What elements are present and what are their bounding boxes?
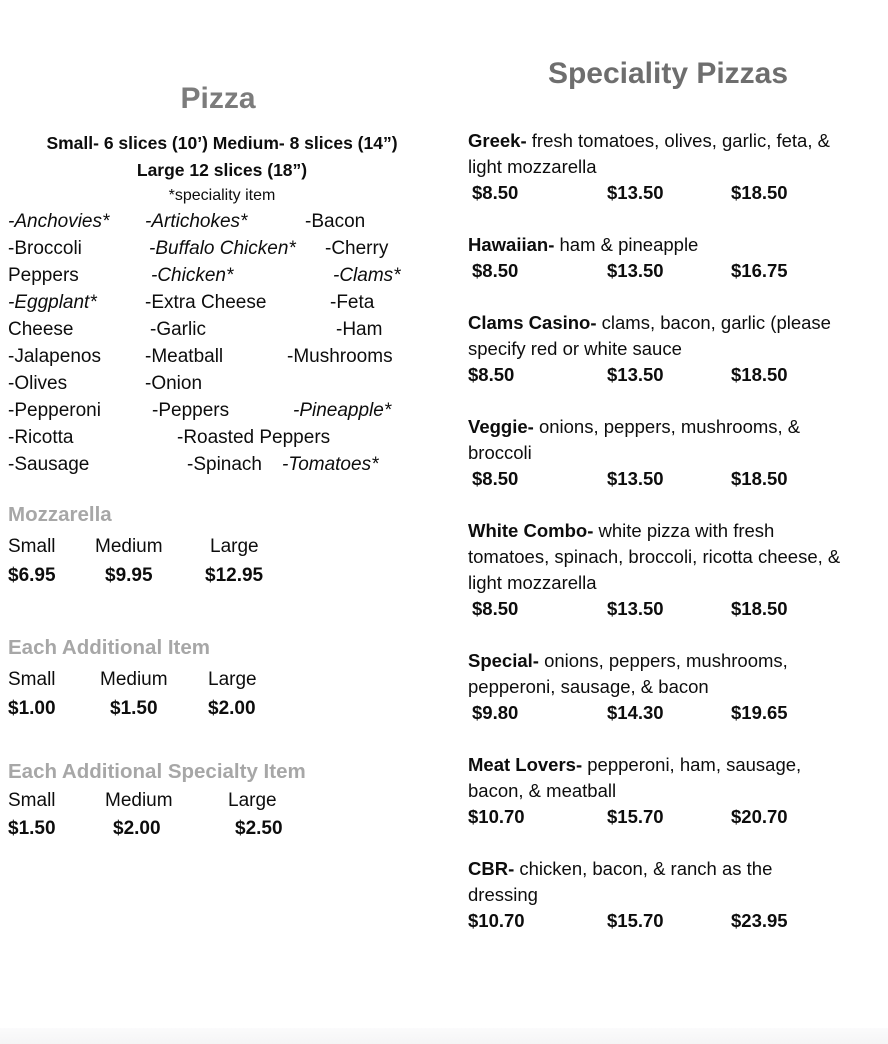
item-price-large: $20.70 — [731, 806, 788, 827]
item-price-medium: $15.70 — [607, 806, 664, 827]
each-additional-item-price-row — [8, 696, 428, 722]
item-price-row — [468, 908, 880, 934]
menu-item-hawaiian — [468, 232, 880, 284]
price-value: $1.50 — [110, 698, 158, 719]
menu-item-name: Greek- — [468, 130, 527, 151]
item-price-small: $8.50 — [472, 598, 519, 619]
toppings-row — [8, 208, 438, 235]
item-price-row — [468, 700, 880, 726]
item-price-row — [468, 258, 880, 284]
item-price-large: $18.50 — [731, 364, 788, 385]
price-value: $2.00 — [113, 818, 161, 839]
topping-cell: -Roasted Peppers — [177, 427, 331, 448]
price-value: $1.50 — [8, 818, 56, 839]
item-price-medium: $13.50 — [607, 182, 664, 203]
toppings-row — [8, 343, 438, 370]
item-price-row — [468, 466, 880, 492]
menu-item-desc-line: fresh tomatoes, olives, garlic, feta, & — [531, 130, 830, 151]
item-price-large: $18.50 — [731, 182, 788, 203]
topping-cell: Cheese — [8, 319, 74, 340]
menu-item-desc-line: light mozzarella — [468, 156, 597, 177]
menu-item-desc-line: tomatoes, spinach, broccoli, ricotta cheese, & — [468, 546, 841, 567]
price-value: $9.95 — [105, 565, 153, 586]
menu-item-desc-line: onions, peppers, mushrooms, — [544, 650, 788, 671]
item-price-large: $18.50 — [731, 598, 788, 619]
item-price-medium: $13.50 — [607, 364, 664, 385]
item-price-small: $8.50 — [472, 182, 519, 203]
price-value: $2.50 — [235, 818, 283, 839]
menu-item-desc-line: pepperoni, sausage, & bacon — [468, 676, 709, 697]
size-info-line-1: Small- 6 slices (10’) Medium- 8 slices (14”) — [46, 133, 398, 153]
each-additional-item-size-row — [8, 667, 428, 693]
topping-cell: -Extra Cheese — [145, 292, 267, 313]
item-price-large: $23.95 — [731, 910, 788, 931]
menu-item-desc-line: pepperoni, ham, sausage, — [587, 754, 802, 775]
topping-cell: -Eggplant* — [8, 292, 97, 313]
item-price-small: $8.50 — [472, 260, 519, 281]
item-price-small: $9.80 — [472, 702, 519, 723]
menu-item-desc-line: ham & pineapple — [559, 234, 699, 255]
menu-item-desc-line: white pizza with fresh — [598, 520, 775, 541]
menu-item-name: Special- — [468, 650, 539, 671]
price-value: $6.95 — [8, 565, 56, 586]
menu-item-desc-line: clams, bacon, garlic (please — [601, 312, 831, 333]
menu-item-desc-line: onions, peppers, mushrooms, & — [538, 416, 801, 437]
menu-item-special — [468, 648, 880, 726]
mozzarella-price-row — [8, 563, 428, 589]
each-additional-specialty-item-size-row — [8, 788, 428, 814]
topping-cell: -Spinach — [187, 454, 262, 475]
page-bottom-strip — [0, 1028, 888, 1044]
item-price-medium: $15.70 — [607, 910, 664, 931]
topping-cell: -Bacon — [305, 211, 366, 232]
toppings-row — [8, 451, 438, 478]
menu-item-desc-line: dressing — [468, 884, 538, 905]
item-price-row — [468, 362, 880, 388]
topping-cell: -Jalapenos — [8, 346, 101, 367]
item-price-small: $10.70 — [468, 806, 525, 827]
menu-item-name: CBR- — [468, 858, 515, 879]
menu-item-desc-line: broccoli — [468, 442, 532, 463]
topping-cell: -Ricotta — [8, 427, 74, 448]
menu-item-white-combo — [468, 518, 880, 622]
price-value: $12.95 — [205, 565, 264, 586]
menu-item-desc-line: light mozzarella — [468, 572, 597, 593]
menu-item-name: Meat Lovers- — [468, 754, 583, 775]
menu-item-desc-line: specify red or white sauce — [468, 338, 682, 359]
topping-cell: -Sausage — [8, 454, 90, 475]
topping-cell: -Anchovies* — [8, 211, 110, 232]
topping-cell: -Garlic — [150, 319, 206, 340]
size-label: Small — [8, 790, 56, 811]
toppings-row — [8, 289, 438, 316]
topping-cell: -Pepperoni — [8, 400, 101, 421]
item-price-small: $8.50 — [468, 364, 515, 385]
item-price-large: $18.50 — [731, 468, 788, 489]
mozzarella-heading: Mozzarella — [8, 503, 112, 526]
item-price-medium: $14.30 — [607, 702, 664, 723]
topping-cell: -Tomatoes* — [282, 454, 379, 475]
item-price-large: $16.75 — [731, 260, 788, 281]
pizza-section-title: Pizza — [180, 82, 256, 115]
menu-item-greek — [468, 128, 880, 206]
toppings-row — [8, 235, 438, 262]
each-additional-specialty-item-price-row — [8, 816, 428, 842]
size-label: Small — [8, 536, 56, 557]
price-value: $1.00 — [8, 698, 56, 719]
price-value: $2.00 — [208, 698, 256, 719]
item-price-medium: $13.50 — [607, 598, 664, 619]
topping-cell: -Chicken* — [151, 265, 234, 286]
speciality-pizzas-list — [468, 128, 880, 960]
topping-cell: -Ham — [336, 319, 383, 340]
menu-item-desc-line: chicken, bacon, & ranch as the — [519, 858, 773, 879]
menu-item-name: Clams Casino- — [468, 312, 597, 333]
size-label: Medium — [105, 790, 173, 811]
toppings-row — [8, 424, 438, 451]
topping-cell: -Cherry — [325, 238, 389, 259]
toppings-row — [8, 316, 438, 343]
menu-item-name: Veggie- — [468, 416, 534, 437]
menu-item-cbr — [468, 856, 880, 934]
toppings-row — [8, 262, 438, 289]
menu-item-veggie — [468, 414, 880, 492]
topping-cell: -Pineapple* — [293, 400, 392, 421]
topping-cell: -Peppers — [152, 400, 230, 421]
item-price-small: $10.70 — [468, 910, 525, 931]
topping-cell: -Artichokes* — [145, 211, 248, 232]
item-price-small: $8.50 — [472, 468, 519, 489]
menu-item-name: Hawaiian- — [468, 234, 555, 255]
menu-item-name: White Combo- — [468, 520, 594, 541]
each-additional-specialty-item-heading: Each Additional Specialty Item — [8, 760, 306, 783]
topping-cell: -Onion — [145, 373, 203, 394]
topping-cell: -Mushrooms — [287, 346, 393, 367]
mozzarella-size-row — [8, 534, 428, 560]
toppings-row — [8, 370, 438, 397]
speciality-item-note: *speciality item — [168, 187, 276, 204]
item-price-medium: $13.50 — [607, 260, 664, 281]
size-label: Medium — [100, 669, 168, 690]
topping-cell: -Buffalo Chicken* — [149, 238, 296, 259]
size-label: Large — [208, 669, 257, 690]
size-label: Small — [8, 669, 56, 690]
menu-item-meat-lovers — [468, 752, 880, 830]
topping-cell: Peppers — [8, 265, 79, 286]
each-additional-item-heading: Each Additional Item — [8, 636, 210, 659]
item-price-row — [468, 596, 880, 622]
item-price-large: $19.65 — [731, 702, 788, 723]
size-label: Large — [210, 536, 259, 557]
topping-cell: -Broccoli — [8, 238, 82, 259]
size-info-line-2: Large 12 slices (18”) — [136, 160, 308, 180]
size-label: Medium — [95, 536, 163, 557]
topping-cell: -Meatball — [145, 346, 224, 367]
menu-item-desc-line: bacon, & meatball — [468, 780, 617, 801]
topping-cell: -Feta — [330, 292, 375, 313]
size-label: Large — [228, 790, 277, 811]
speciality-pizzas-title: Speciality Pizzas — [547, 57, 789, 90]
item-price-row — [468, 180, 880, 206]
item-price-row — [468, 804, 880, 830]
menu-item-clams-casino — [468, 310, 880, 388]
topping-cell: -Olives — [8, 373, 68, 394]
toppings-row — [8, 397, 438, 424]
item-price-medium: $13.50 — [607, 468, 664, 489]
topping-cell: -Clams* — [333, 265, 401, 286]
toppings-list — [8, 208, 438, 478]
